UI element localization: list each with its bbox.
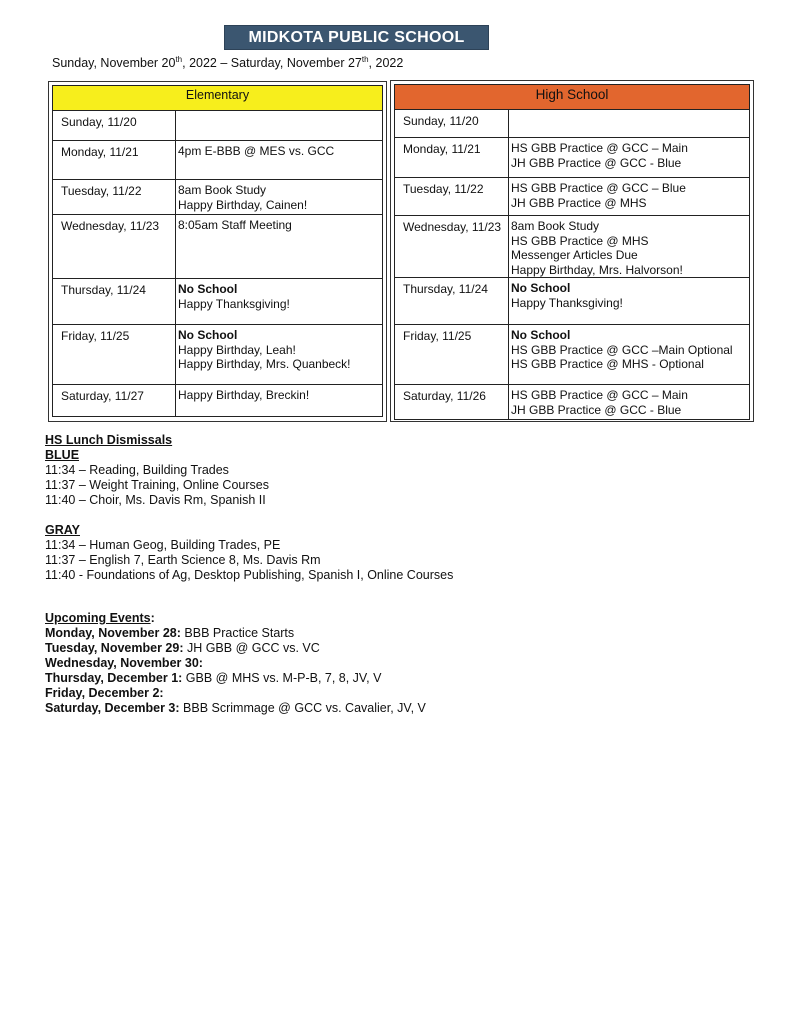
- upcoming-heading-colon: :: [150, 611, 155, 625]
- event-line: HS GBB Practice @ GCC – Blue: [511, 181, 686, 195]
- event-line: Happy Thanksgiving!: [178, 296, 290, 311]
- list-item: [45, 686, 426, 701]
- date-end: , 2022: [368, 56, 404, 71]
- event-line: 8am Book Study: [178, 183, 267, 197]
- event-line: 4pm E-BBB @ MES vs. GCC: [178, 144, 335, 158]
- event-line: Happy Birthday, Mrs. Quanbeck!: [178, 357, 351, 371]
- school-name: MIDKOTA PUBLIC SCHOOL: [248, 28, 465, 46]
- high-school-schedule-panel: [390, 80, 754, 422]
- high-school-header: High School: [395, 85, 750, 110]
- events-cell: [176, 111, 383, 141]
- no-school-label: No School: [178, 328, 238, 342]
- upcoming-heading-text: Upcoming Events: [45, 611, 151, 625]
- day-cell: [395, 216, 509, 278]
- table-row: [53, 111, 383, 141]
- table-row: [395, 325, 750, 385]
- event-date: Monday, November 28:: [45, 626, 181, 640]
- day-cell: Thursday, 11/24: [53, 279, 176, 325]
- events-cell: [509, 138, 750, 178]
- upcoming-events-section: [45, 611, 426, 716]
- no-school-label: No School: [511, 281, 571, 295]
- no-school-label: No School: [511, 328, 571, 342]
- week-date-range: [52, 55, 403, 70]
- day-cell: Sunday, 11/20: [53, 111, 176, 141]
- event-text: JH GBB @ GCC vs. VC: [183, 641, 320, 655]
- event-line: Happy Birthday, Breckin!: [178, 388, 310, 402]
- event-text: BBB Practice Starts: [180, 626, 295, 640]
- lunch-heading: HS Lunch Dismissals: [45, 433, 173, 447]
- table-row: [53, 385, 383, 417]
- events-cell: [176, 279, 383, 325]
- event-line: HS GBB Practice @ MHS: [511, 233, 649, 248]
- event-line: JH GBB Practice @ MHS: [511, 195, 647, 210]
- day-cell: Tuesday, 11/22: [395, 178, 509, 216]
- events-cell: [509, 278, 750, 325]
- list-item: [45, 671, 426, 686]
- list-item: 11:40 – Choir, Ms. Davis Rm, Spanish II: [45, 493, 266, 507]
- table-row: [395, 110, 750, 138]
- day-cell: Wednesday, 11/23: [53, 215, 176, 279]
- day-cell: Tuesday, 11/22: [53, 180, 176, 215]
- lunch-dismissals-section: [45, 433, 453, 583]
- elementary-schedule-panel: [48, 81, 387, 422]
- day-cell: Monday, 11/21: [395, 138, 509, 178]
- table-row: [53, 141, 383, 180]
- list-item: [45, 641, 426, 656]
- events-cell: [176, 141, 383, 180]
- date-end-suffix: th: [361, 55, 369, 64]
- events-cell: [176, 385, 383, 417]
- events-cell: [509, 216, 750, 278]
- day-cell: Friday, 11/25: [53, 325, 176, 385]
- day-cell: Friday, 11/25: [395, 325, 509, 385]
- blue-label: BLUE: [45, 448, 80, 462]
- event-line: Happy Thanksgiving!: [511, 295, 623, 310]
- date-middle: , 2022 – Saturday, November 27: [182, 56, 362, 71]
- event-line: Happy Birthday, Mrs. Halvorson!: [511, 262, 683, 277]
- event-line: HS GBB Practice @ GCC –Main Optional: [511, 342, 733, 357]
- day-cell: Monday, 11/21: [53, 141, 176, 180]
- table-row: [53, 325, 383, 385]
- elementary-schedule-table: [52, 85, 383, 417]
- events-cell: [176, 325, 383, 385]
- event-line: 8:05am Staff Meeting: [178, 218, 292, 232]
- event-line: HS GBB Practice @ GCC – Main: [511, 388, 688, 402]
- table-row: [395, 178, 750, 216]
- day-cell: Sunday, 11/20: [395, 110, 509, 138]
- day-label: Wednesday, 11/23: [403, 220, 502, 234]
- event-line: Messenger Articles Due: [511, 248, 638, 262]
- day-cell: Saturday, 11/26: [395, 385, 509, 420]
- gray-label: GRAY: [45, 523, 80, 537]
- table-row: [395, 278, 750, 325]
- event-date: Friday, December 2:: [45, 686, 164, 700]
- list-item: 11:40 - Foundations of Ag, Desktop Publishing, Spanish I, Online Courses: [45, 568, 454, 582]
- event-date: Saturday, December 3:: [45, 701, 180, 715]
- upcoming-heading: [45, 611, 426, 626]
- events-cell: [509, 385, 750, 420]
- list-item: [45, 656, 426, 671]
- elementary-header: Elementary: [53, 86, 383, 111]
- table-row: [53, 180, 383, 215]
- list-item: [45, 701, 426, 716]
- event-line: Happy Birthday, Cainen!: [178, 197, 308, 212]
- event-date: Tuesday, November 29:: [45, 641, 184, 655]
- events-cell: [509, 325, 750, 385]
- table-row: [395, 216, 750, 278]
- events-cell: [176, 215, 383, 279]
- event-line: JH GBB Practice @ GCC - Blue: [511, 155, 682, 170]
- list-item: 11:37 – English 7, Earth Science 8, Ms. Davis Rm: [45, 553, 321, 567]
- event-date: Thursday, December 1:: [45, 671, 183, 685]
- list-item: 11:37 – Weight Training, Online Courses: [45, 478, 269, 492]
- day-cell: Saturday, 11/27: [53, 385, 176, 417]
- event-line: 8am Book Study: [511, 219, 600, 233]
- school-title-banner: [225, 26, 488, 49]
- event-text: BBB Scrimmage @ GCC vs. Cavalier, JV, V: [179, 701, 426, 715]
- event-text: GBB @ MHS vs. M-P-B, 7, 8, JV, V: [182, 671, 382, 685]
- table-row: [53, 279, 383, 325]
- table-row: [53, 215, 383, 279]
- event-line: HS GBB Practice @ MHS - Optional: [511, 357, 704, 371]
- events-cell: [176, 180, 383, 215]
- events-cell: [509, 110, 750, 138]
- event-date: Wednesday, November 30:: [45, 656, 203, 670]
- list-item: 11:34 – Reading, Building Trades: [45, 463, 229, 477]
- list-item: [45, 626, 426, 641]
- events-cell: [509, 178, 750, 216]
- date-start-suffix: th: [175, 55, 183, 64]
- table-row: [395, 138, 750, 178]
- date-start: Sunday, November 20: [52, 56, 176, 71]
- list-item: 11:34 – Human Geog, Building Trades, PE: [45, 538, 281, 552]
- event-line: Happy Birthday, Leah!: [178, 342, 296, 357]
- no-school-label: No School: [178, 282, 238, 296]
- table-row: [395, 385, 750, 420]
- high-school-schedule-table: [394, 84, 750, 420]
- day-cell: Thursday, 11/24: [395, 278, 509, 325]
- event-line: JH GBB Practice @ GCC - Blue: [511, 402, 682, 417]
- event-line: HS GBB Practice @ GCC – Main: [511, 141, 688, 155]
